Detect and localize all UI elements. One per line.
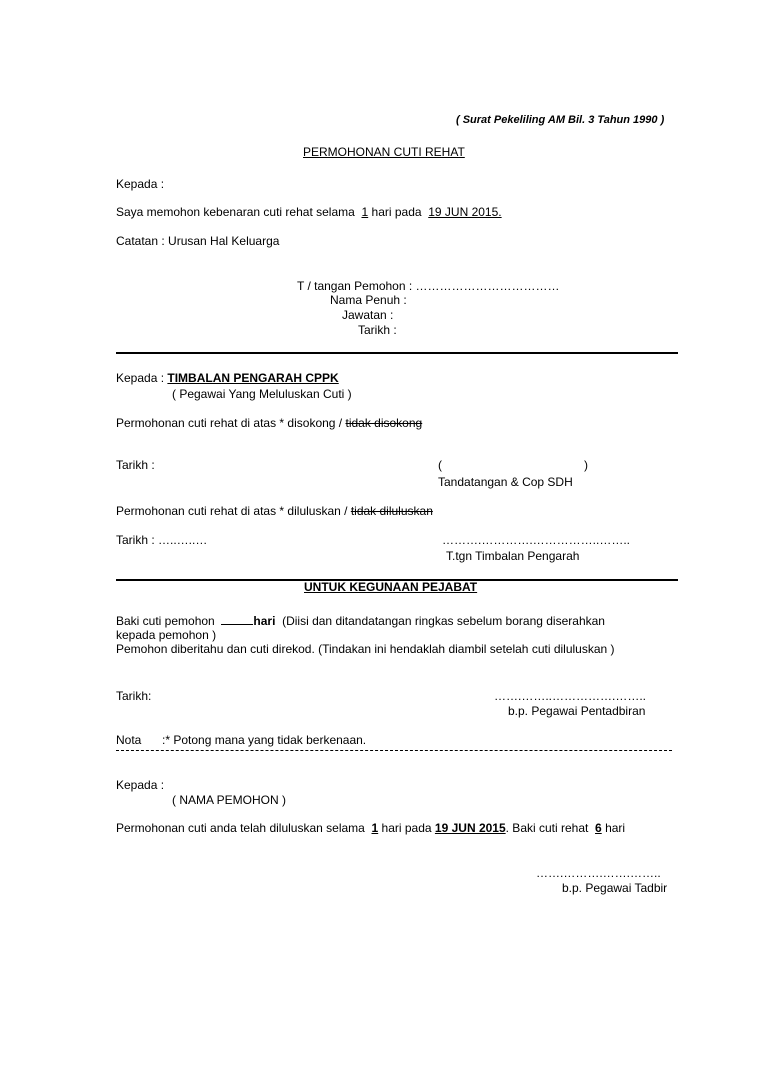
support-line <box>116 416 422 430</box>
signature-dots: ……………………………… <box>415 279 560 293</box>
supporter-role: ( Pegawai Yang Meluluskan Cuti ) <box>172 387 352 401</box>
notice-date: 19 JUN 2015 <box>434 821 506 835</box>
request-prefix: Saya memohon kebenaran cuti rehat selama <box>116 205 355 219</box>
informed-statement: Pemohon diberitahu dan cuti direkod. (Tindakan ini hendaklah diambil setelah cuti diluluskan ) <box>116 642 615 656</box>
notice-days: 1 <box>371 821 379 835</box>
notice-to-name: ( NAMA PEMOHON ) <box>172 793 287 807</box>
approver-dots: ……….………….……………..…….. <box>442 533 631 547</box>
signature-close-bracket: ) <box>584 458 588 472</box>
balance-prefix: Baki cuti pemohon <box>116 614 215 628</box>
balance-unit: hari <box>253 614 276 628</box>
office-date-label: Tarikh: <box>116 689 152 703</box>
signature-line <box>297 279 560 293</box>
nota-text: :* Potong mana yang tidak berkenaan. <box>162 733 367 747</box>
notice-balance-days: 6 <box>595 821 602 835</box>
balance-note-continued: kepada pemohon ) <box>116 628 217 642</box>
circular-reference: ( Surat Pekeliling AM Bil. 3 Tahun 1990 ) <box>456 114 665 126</box>
approve-line <box>116 504 433 518</box>
request-days: 1 <box>361 205 369 219</box>
notice-to-label: Kepada : <box>116 778 165 792</box>
supporter-to-name: TIMBALAN PENGARAH CPPK <box>167 371 339 385</box>
application-to-label: Kepada : <box>116 177 165 191</box>
request-date: 19 JUN 2015. <box>428 205 502 219</box>
cut-line <box>116 750 672 751</box>
notice-text-prefix: Permohonan cuti anda telah diluluskan selama <box>116 821 365 835</box>
notice-officer-caption: b.p. Pegawai Tadbir <box>562 881 668 895</box>
approve-struck-option: tidak diluluskan <box>350 504 433 518</box>
balance-blank <box>221 613 253 625</box>
form-title: PERMOHONAN CUTI REHAT <box>303 145 465 159</box>
support-text: Permohonan cuti rehat di atas * disokong / <box>116 416 343 430</box>
application-note: Catatan : Urusan Hal Keluarga <box>116 234 280 248</box>
signature-label: T / tangan Pemohon : <box>297 279 413 293</box>
nota-label: Nota <box>116 733 142 747</box>
approver-date-label: Tarikh : …..…..… <box>116 533 208 547</box>
notice-approval-line <box>116 821 625 835</box>
request-day-on: hari pada <box>371 205 422 219</box>
application-request-line <box>116 205 502 219</box>
office-officer-dots: …….……..…………….…….. <box>494 689 647 703</box>
supporter-to-line <box>116 371 339 385</box>
name-label: Nama Penuh : <box>330 293 407 307</box>
balance-note: (Diisi dan ditandatangan ringkas sebelum borang diserahkan <box>282 614 605 628</box>
notice-officer-dots: …….……….…….…….. <box>536 866 661 880</box>
office-officer-caption: b.p. Pegawai Pentadbiran <box>508 704 646 718</box>
approve-text: Permohonan cuti rehat di atas * diluluskan / <box>116 504 348 518</box>
approver-caption: T.tgn Timbalan Pengarah <box>446 549 580 563</box>
signature-caption: Tandatangan & Cop SDH <box>438 475 573 489</box>
notice-day-on: hari pada <box>381 821 432 835</box>
position-label: Jawatan : <box>342 308 394 322</box>
balance-line <box>116 613 605 628</box>
office-title: UNTUK KEGUNAAN PEJABAT <box>304 580 478 594</box>
support-struck-option: tidak disokong <box>345 416 423 430</box>
application-date-label: Tarikh : <box>358 323 397 337</box>
signature-open-bracket: ( <box>438 458 442 472</box>
section-divider <box>116 352 678 354</box>
supporter-date-label: Tarikh : <box>116 458 155 472</box>
supporter-to-label: Kepada : <box>116 371 165 385</box>
notice-balance-text: . Baki cuti rehat <box>505 821 589 835</box>
notice-balance-unit: hari <box>605 821 626 835</box>
